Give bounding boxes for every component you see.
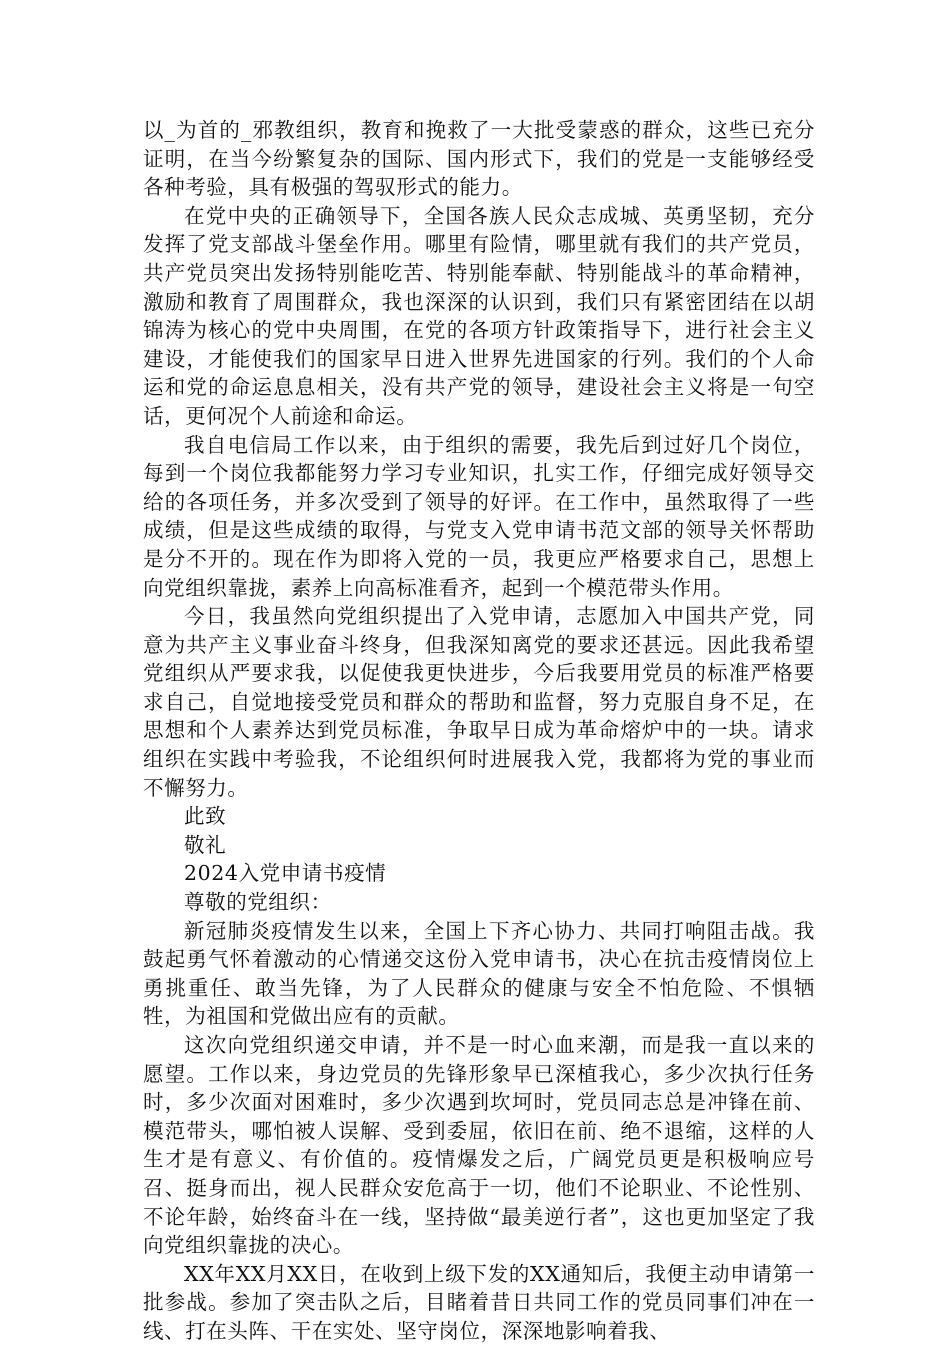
paragraph-7: XX年XX月XX日，在收到上级下发的XX通知后，我便主动申请第一批参战。参加了突击队之后，目睹着昔日共同工作的党员同事们冲在一线、打在头阵、干在实处、坚守岗位，深深地影响着我、: [143, 1261, 815, 1343]
closing-salutation-2: 敬礼: [184, 832, 227, 857]
closing-salutation-1: 此致: [184, 804, 227, 829]
paragraph-6: 这次向党组织递交申请，并不是一时心血来潮，而是我一直以来的愿望。工作以来，身边党员的先锋形象早已深植我心，多少次执行任务时，多少次面对困难时，多少次遇到坎坷时，党员同志总是冲锋在前、模范带头，哪怕被人误解、受到委屈，依旧在前、绝不退缩，这样的人生才是有意义、有价值的。疫情爆发之后，广阔党员更是积极响应号召、挺身而出，视人民群众安危高于一切，他们不论职业、不论性别、不论年龄，始终奋斗在一线，坚持做“最美逆行者”，这也更加坚定了我向党组织靠拢的决心。: [143, 1033, 815, 1258]
paragraph-5: 新冠肺炎疫情发生以来，全国上下齐心协力、共同打响阻击战。我鼓起勇气怀着激动的心情递交这份入党申请书，决心在抗击疫情岗位上勇挑重任、敢当先锋，为了人民群众的健康与安全不怕危险、不惧牺牲，为祖国和党做出应有的贡献。: [143, 918, 815, 1029]
greeting: 尊敬的党组织：: [184, 890, 332, 915]
paragraph-4: 今日，我虽然向党组织提出了入党申请，志愿加入中国共产党，同意为共产主义事业奋斗终身，但我深知离党的要求还甚远。因此我希望党组织从严要求我，以促使我更快进步，今后我要用党员的标准严格要求自己，自觉地接受党员和群众的帮助和监督，努力克服自身不足，在思想和个人素养达到党员标准，争取早日成为革命熔炉中的一块。请求组织在实践中考验我，不论组织何时进展我入党，我都将为党的事业而不懈努力。: [143, 604, 815, 800]
document-page: [143, 116, 815, 1346]
paragraph-1: 以_为首的_邪教组织，教育和挽救了一大批受蒙惑的群众，这些已充分证明，在当今纷繁复杂的国际、国内形式下，我们的党是一支能够经受各种考验，具有极强的驾驭形式的能力。: [143, 118, 815, 200]
section-title: 2024入党申请书疫情: [184, 861, 387, 886]
paragraph-2: 在党中央的正确领导下，全国各族人民众志成城、英勇坚韧，充分发挥了党支部战斗堡垒作用。哪里有险情，哪里就有我们的共产党员，共产党员突出发扬特别能吃苦、特别能奉献、特别能战斗的革命精神，激励和教育了周围群众，我也深深的认识到，我们只有紧密团结在以胡锦涛为核心的党中央周围，在党的各项方针政策指导下，进行社会主义建设，才能使我们的国家早日进入世界先进国家的行列。我们的个人命运和党的命运息息相关，没有共产党的领导，建设社会主义将是一句空话，更何况个人前途和命运。: [143, 203, 815, 428]
paragraph-3: 我自电信局工作以来，由于组织的需要，我先后到过好几个岗位，每到一个岗位我都能努力学习专业知识，扎实工作，仔细完成好领导交给的各项任务，并多次受到了领导的好评。在工作中，虽然取得了一些成绩，但是这些成绩的取得，与党支入党申请书范文部的领导关怀帮助是分不开的。现在作为即将入党的一员，我更应严格要求自己，思想上向党组织靠拢，素养上向高标准看齐，起到一个模范带头作用。: [143, 432, 815, 600]
